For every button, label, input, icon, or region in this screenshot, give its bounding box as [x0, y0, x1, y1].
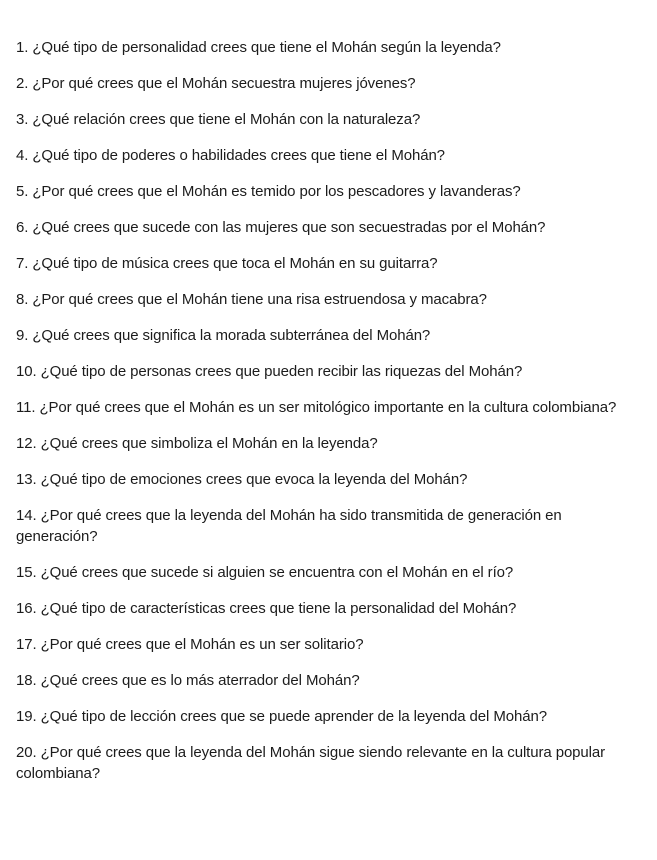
- question-10: [16, 361, 646, 382]
- question-number: 7.: [16, 255, 29, 272]
- question-text: ¿Qué crees que sucede con las mujeres que son secuestradas por el Mohán?: [32, 219, 546, 236]
- question-number: 10.: [16, 363, 37, 380]
- question-number: 9.: [16, 327, 29, 344]
- question-text: ¿Qué relación crees que tiene el Mohán con la naturaleza?: [32, 111, 421, 128]
- question-text: ¿Qué crees que simboliza el Mohán en la leyenda?: [40, 435, 378, 452]
- question-number: 3.: [16, 111, 29, 128]
- question-text: ¿Por qué crees que el Mohán es un ser solitario?: [40, 636, 364, 653]
- question-11: [16, 397, 646, 418]
- question-number: 4.: [16, 147, 29, 164]
- question-text: ¿Por qué crees que el Mohán secuestra mujeres jóvenes?: [32, 75, 416, 92]
- question-text: ¿Por qué crees que la leyenda del Mohán sigue siendo relevante en la cultura popular colombiana?: [16, 744, 606, 782]
- question-number: 13.: [16, 471, 37, 488]
- question-number: 14.: [16, 507, 37, 524]
- question-number: 1.: [16, 39, 29, 56]
- question-14: [16, 505, 646, 547]
- question-text: ¿Qué tipo de emociones crees que evoca la leyenda del Mohán?: [40, 471, 468, 488]
- question-3: [16, 109, 646, 130]
- question-13: [16, 469, 646, 490]
- question-number: 20.: [16, 744, 37, 761]
- question-number: 17.: [16, 636, 37, 653]
- question-17: [16, 634, 646, 655]
- question-text: ¿Por qué crees que el Mohán es un ser mitológico importante en la cultura colombiana?: [39, 399, 617, 416]
- question-8: [16, 289, 646, 310]
- question-19: [16, 706, 646, 727]
- question-number: 11.: [16, 399, 36, 416]
- question-text: ¿Qué tipo de características crees que tiene la personalidad del Mohán?: [40, 600, 517, 617]
- question-text: ¿Por qué crees que el Mohán tiene una risa estruendosa y macabra?: [32, 291, 487, 308]
- question-text: ¿Qué tipo de música crees que toca el Mohán en su guitarra?: [32, 255, 438, 272]
- question-15: [16, 562, 646, 583]
- question-number: 8.: [16, 291, 29, 308]
- question-number: 16.: [16, 600, 37, 617]
- question-number: 18.: [16, 672, 37, 689]
- question-text: ¿Qué crees que sucede si alguien se encuentra con el Mohán en el río?: [40, 564, 514, 581]
- question-7: [16, 253, 646, 274]
- question-number: 6.: [16, 219, 29, 236]
- question-text: ¿Qué crees que es lo más aterrador del Mohán?: [40, 672, 360, 689]
- question-text: ¿Por qué crees que la leyenda del Mohán ha sido transmitida de generación en generación?: [16, 507, 562, 545]
- question-text: ¿Qué crees que significa la morada subterránea del Mohán?: [32, 327, 431, 344]
- question-16: [16, 598, 646, 619]
- question-number: 19.: [16, 708, 37, 725]
- question-4: [16, 145, 646, 166]
- question-12: [16, 433, 646, 454]
- question-list: [16, 37, 646, 799]
- question-number: 5.: [16, 183, 29, 200]
- question-text: ¿Qué tipo de personas crees que pueden recibir las riquezas del Mohán?: [40, 363, 523, 380]
- question-number: 12.: [16, 435, 37, 452]
- question-text: ¿Qué tipo de poderes o habilidades crees que tiene el Mohán?: [32, 147, 445, 164]
- question-text: ¿Qué tipo de lección crees que se puede aprender de la leyenda del Mohán?: [40, 708, 547, 725]
- question-6: [16, 217, 646, 238]
- question-9: [16, 325, 646, 346]
- question-20: [16, 742, 646, 784]
- question-number: 2.: [16, 75, 29, 92]
- question-text: ¿Qué tipo de personalidad crees que tiene el Mohán según la leyenda?: [32, 39, 501, 56]
- question-2: [16, 73, 646, 94]
- question-number: 15.: [16, 564, 37, 581]
- question-5: [16, 181, 646, 202]
- question-1: [16, 37, 646, 58]
- question-18: [16, 670, 646, 691]
- question-text: ¿Por qué crees que el Mohán es temido por los pescadores y lavanderas?: [32, 183, 521, 200]
